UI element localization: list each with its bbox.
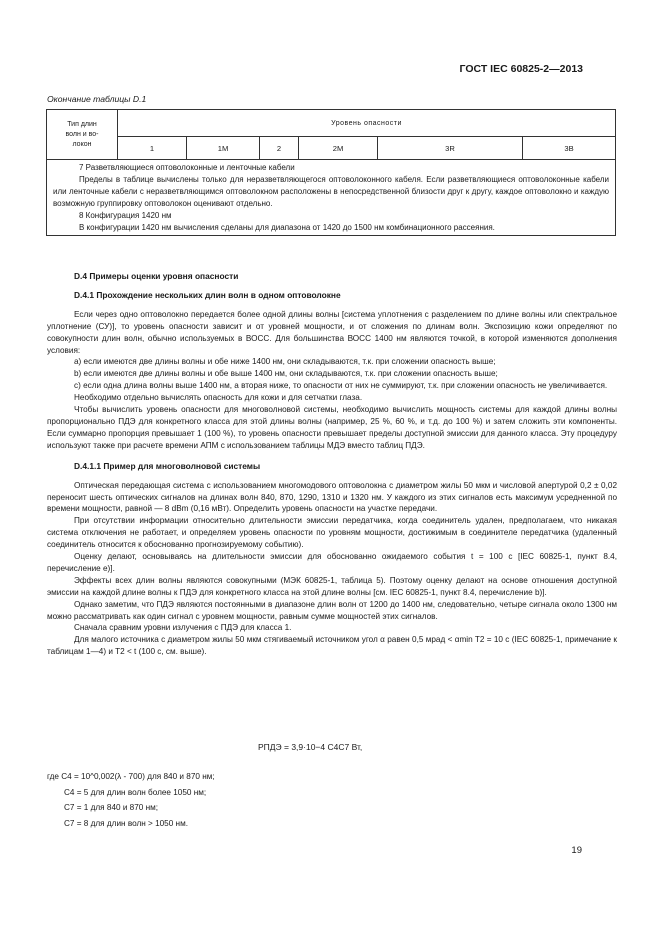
document-header: ГОСТ IEC 60825-2—2013 xyxy=(459,63,583,75)
paragraph: Необходимо отдельно вычислять опасность для кожи и для сетчатки глаза. xyxy=(74,393,363,403)
where-line: C7 = 8 для длин волн > 1050 нм. xyxy=(64,819,188,828)
paragraph: Чтобы вычислить уровень опасности для многоволновой системы, необходимо вычислить мощность системы для каждой длины волны пропорционально ПДЭ для конкретного класса для этой длины волны (например, 25 %, 60 %, и т.д. до 100 %) и затем сложить эти компоненты. Если суммарно пропорция превышает 1 (100 %), то уровень опасности превышает пределы доступной эмиссии для данного класса. Эту процедуру используют также при расчете времени АПМ с использованием таблицы МДЭ вместо таблиц ПДЭ. xyxy=(47,405,617,450)
section-heading: D.4.1.1 Пример для многоволновой системы xyxy=(74,460,261,471)
hazard-table xyxy=(46,109,616,236)
paragraph: При отсутствии информации относительно длительности эмиссии передатчика, когда соединитель удален, предполагаем, что никакая система отключения не работает, и определяем уровень опасности по уровням мощности, достижимым в соединителе передатчика (удаленный соединитель относится к обоснованно прогнозируемому событию). xyxy=(47,516,617,550)
level-cell: 1M xyxy=(187,137,260,160)
type-header: Тип длин волн и во- локон xyxy=(47,110,118,160)
paragraph: a) если имеются две длины волны и обе ниже 1400 нм, они складываются, т.к. при сложении опасность выше; xyxy=(74,357,496,367)
level-header: Уровень опасности xyxy=(118,110,616,137)
paragraph: Для малого источника с диаметром жилы 50 мкм стягиваемый источником угол α равен 0,5 мрад < αmin T2 = 10 с (IEC 60825-1, примечание к таблицам 1—4) и T2 < t (100 с, см. выше). xyxy=(47,635,617,657)
section-heading: D.4.1 Прохождение нескольких длин волн в одном оптоволокне xyxy=(74,289,341,300)
paragraph: Если через одно оптоволокно передается более одной длины волны [система уплотнения с разделением по длине волны или спектральное уплотнение (СУ)], то уровень опасности зависит и от уровней мощности, и от сложения по длинам волн. Экспозицию кожи определяют по совокупности длин волн, обычно используемых в ВОСС. Для большинства ВОСС 1400 нм являются точкой, в которой изменяются дополнения условия: xyxy=(47,309,617,355)
section-d4 xyxy=(47,271,617,658)
paragraph: Оценку делают, основываясь на длительности эмиссии для обоснованно ожидаемого события t = 100 с [IEC 60825-1, пункт 8.4, перечисление е)]. xyxy=(47,552,617,573)
table-notes xyxy=(47,160,616,236)
paragraph: Сначала сравним уровни излучения с ПДЭ для класса 1. xyxy=(74,623,292,633)
table-caption: Окончание таблицы D.1 xyxy=(47,94,147,104)
note-line: Пределы в таблице вычислены только для неразветвляющегося оптоволоконного кабеля. Если разветвляющиеся оптоволоконные кабели или ленточные кабели с неразветвляющимся оптоволокном расположены в непосредственной близости друг к другу, каждое оптоволокно и каждую возможную группировку оптоволокон оценивают отдельно. xyxy=(53,174,609,208)
level-cell: 2M xyxy=(299,137,378,160)
note-line: 7 Разветвляющиеся оптоволоконные и ленточные кабели xyxy=(79,163,295,172)
note-line: 8 Конфигурация 1420 нм xyxy=(79,210,172,220)
level-cell: 3B xyxy=(523,137,616,160)
paragraph: Эффекты всех длин волны являются совокупными (МЭК 60825-1, таблица 5). Поэтому оценку делают на основе отношения доступной эмиссии на каждой длине волны к ПДЭ для конкретного класса на этой длине волны [см. IEC 60825-1, пункт 8.4, перечисление b)]. xyxy=(47,575,617,597)
paragraph: c) если одна длина волны выше 1400 нм, а вторая ниже, то опасности от них не суммируют, т.к. при сложении опасность не увеличивается. xyxy=(74,381,608,391)
level-cell: 2 xyxy=(260,137,299,160)
paragraph: b) если имеются две длины волны и обе выше 1400 нм, они складываются, т.к. при сложении опасность выше; xyxy=(74,369,498,379)
section-heading: D.4 Примеры оценки уровня опасности xyxy=(74,271,239,281)
level-cell: 1 xyxy=(118,137,187,160)
paragraph: Оптическая передающая система с использованием многомодового оптоволокна с диаметром жилы 50 мкм и числовой апертурой 0,2 ± 0,02 переносит шесть оптических сигналов на длинах волн 840, 870, 1290, 1310 и 1320 нм. У каждого из этих сигналов есть максимум усредненной по времени мощности, равной — 8 dBm (0,16 мВт). Определить уровень опасности на участке передачи. xyxy=(47,480,617,514)
where-line: C4 = 5 для длин волн более 1050 нм; xyxy=(64,788,207,797)
paragraph: Однако заметим, что ПДЭ являются постоянными в диапазоне длин волн от 1200 до 1400 нм, следовательно, четыре сигнала около 1300 нм можно рассматривать как один сигнал с уровнем мощности, равным сумме мощностей этих сигналов. xyxy=(47,599,617,621)
note-line: В конфигурации 1420 нм вычисления сделаны для диапазона от 1420 до 1500 нм комбинационного рассеяния. xyxy=(79,222,495,232)
page-number: 19 xyxy=(571,845,582,856)
formula: PПДЭ = 3,9·10−4 C4C7 Вт, xyxy=(258,742,363,752)
where-line: где C4 = 10^0,002(λ - 700) для 840 и 870 нм; xyxy=(47,772,215,781)
level-cell: 3R xyxy=(378,137,523,160)
where-line: C7 = 1 для 840 и 870 нм; xyxy=(64,803,159,812)
